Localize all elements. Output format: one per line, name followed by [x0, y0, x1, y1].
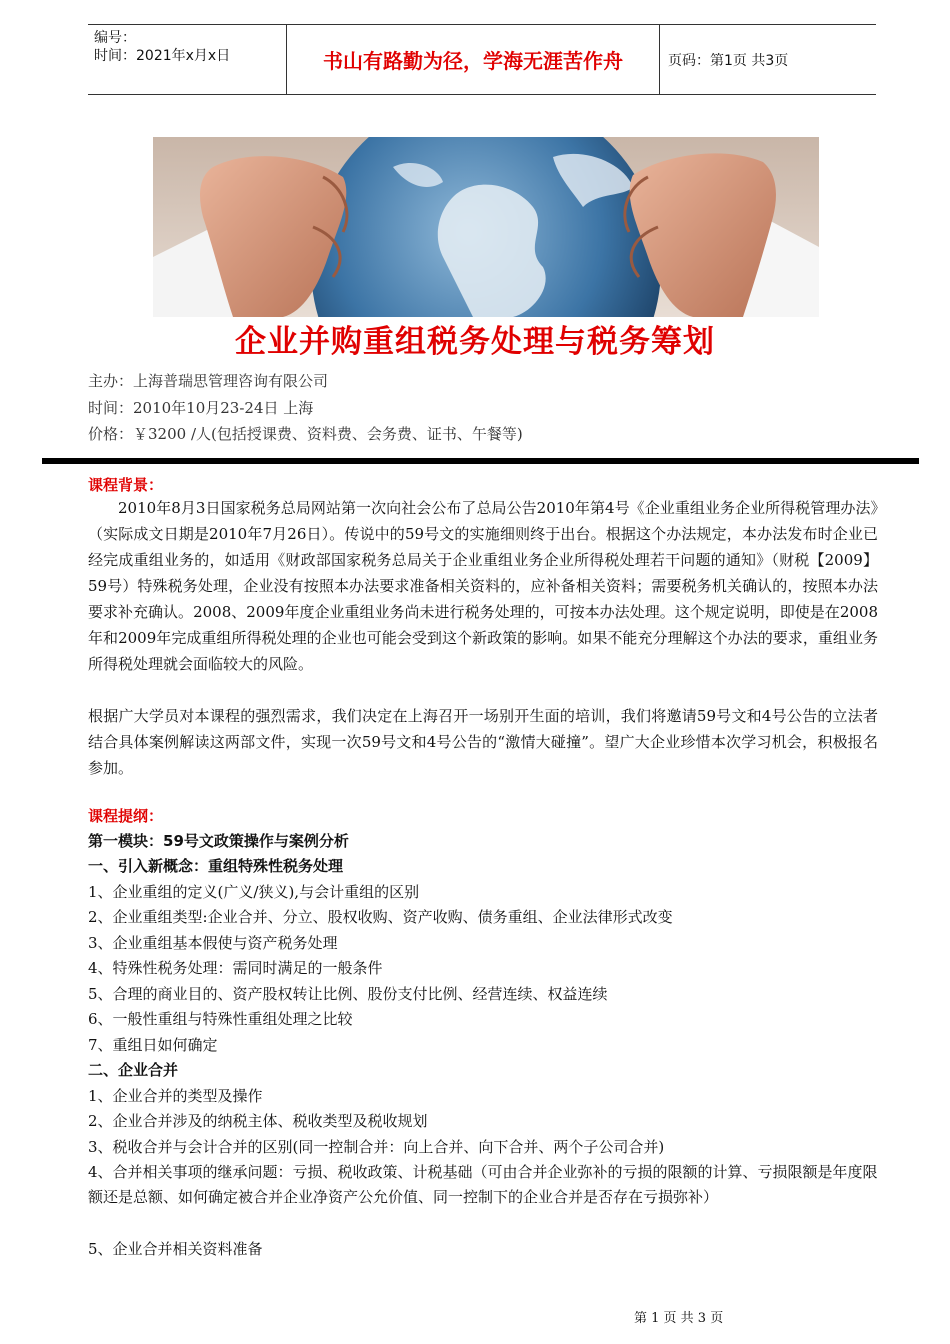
list-item: 1、企业合并的类型及操作: [88, 1087, 263, 1105]
part-2-title: 二、企业合并: [88, 1061, 179, 1079]
list-item: 2、企业重组类型:企业合并、分立、股权收购、资产收购、债务重组、企业法律形式改变: [88, 908, 673, 926]
price-line: 价格：￥3200 /人(包括授课费、资料费、会务费、证书、午餐等): [88, 425, 523, 443]
document-title: 企业并购重组税务处理与税务筹划: [235, 324, 715, 360]
list-item: 4、特殊性税务处理：需同时满足的一般条件: [88, 959, 383, 977]
list-item: 2、企业合并涉及的纳税主体、税收类型及税收规划: [88, 1112, 428, 1130]
list-item: 5、企业合并相关资料准备: [88, 1240, 263, 1258]
list-item: 3、税收合并与会计合并的区别(同一控制合并：向上合并、向下合并、两个子公司合并): [88, 1138, 665, 1156]
banner-image: [153, 137, 819, 317]
list-item: 6、一般性重组与特殊性重组处理之比较: [88, 1010, 353, 1028]
background-paragraph-1: 2010年8月3日国家税务总局网站第一次向社会公布了总局公告2010年第4号《企业重组业务企业所得税管理办法》（实际成文日期是2010年7月26日）。传说中的59号文的实施细则终于出台。根据这个办法规定，本办法发布时企业已经完成重组业务的，如适用《财政部国家税务总局关于企业重组业务企业所得税处理若干问题的通知》（财税【2009】59号）特殊税务处理，企业没有按照本办法要求准备相关资料的，应补备相关资料；需要税务机关确认的，按照本办法要求补充确认。2008、2009年度企业重组业务尚未进行税务处理的，可按本办法处理。这个规定说明，即使是在2008年和2009年完成重组所得税处理的企业也可能会受到这个新政策的影响。如果不能充分理解这个办法的要求，重组业务所得税处理就会面临较大的风险。: [88, 499, 878, 673]
header-motto: 书山有路勤为径，学海无涯苦作舟: [286, 25, 660, 94]
header-page-label: 页码：第1页 共3页: [668, 52, 789, 69]
list-item: 4、合并相关事项的继承问题：亏损、税收政策、计税基础（可由合并企业弥补的亏损的限额的计算、亏损限额是年度限额还是总额、如何确定被合并企业净资产公允价值、同一控制下的企业合并是否存在亏损弥补）: [88, 1163, 878, 1206]
header-left: [94, 29, 230, 65]
number-label: 编号：: [94, 30, 136, 46]
list-item: 3、企业重组基本假使与资产税务处理: [88, 934, 338, 952]
page-header: [88, 24, 876, 95]
time-label: 时间：2021年x月x日: [94, 48, 231, 64]
time-line: 时间：2010年10月23-24日 上海: [88, 399, 314, 417]
host-line: 主办：上海普瑞思管理咨询有限公司: [88, 372, 329, 390]
module-1-title: 第一模块：59号文政策操作与案例分析: [88, 832, 349, 850]
section-divider: [42, 458, 919, 464]
list-item: 7、重组日如何确定: [88, 1036, 218, 1054]
page-footer: 第 1 页 共 3 页: [634, 1311, 724, 1326]
background-heading: 课程背景：: [88, 476, 164, 494]
list-item: 5、合理的商业目的、资产股权转让比例、股份支付比例、经营连续、权益连续: [88, 985, 608, 1003]
outline-heading: 课程提纲：: [88, 807, 164, 825]
globe-hands-illustration: [153, 137, 819, 317]
list-item: 1、企业重组的定义(广义/狭义),与会计重组的区别: [88, 883, 420, 901]
background-paragraph-2: 根据广大学员对本课程的强烈需求，我们决定在上海召开一场别开生面的培训，我们将邀请59号文和4号公告的立法者结合具体案例解读这两部文件，实现一次59号文和4号公告的“激情大碰撞”。望广大企业珍惜本次学习机会，积极报名参加。: [88, 707, 878, 777]
part-1-title: 一、引入新概念：重组特殊性税务处理: [88, 857, 344, 875]
